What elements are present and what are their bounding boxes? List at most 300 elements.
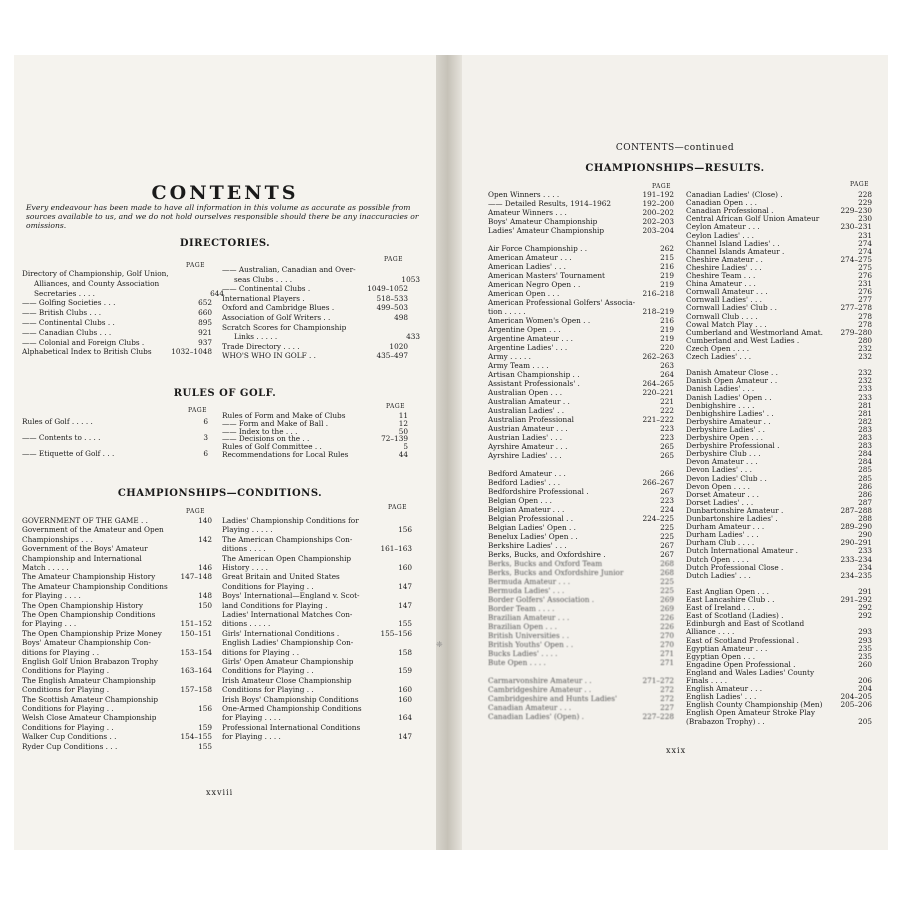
entry-page: 276 [858,287,872,297]
entry-page: 204–205 [840,692,872,702]
entry-page: 231 [858,279,872,289]
entry-page: 937 [198,337,212,347]
entry-page: 278 [858,311,872,321]
entry-page: 235 [858,643,872,653]
entry-title: Conditions for Playing . . [22,704,114,713]
entry-title: Trade Directory . . . . [222,341,300,351]
index-entry [488,542,674,550]
entry-page: 221 [660,397,674,406]
entry-page: 270 [660,631,674,640]
entry-page: 227 [660,703,674,712]
entry-title: Boys' Amateur Championship [488,217,598,226]
entry-title: Cornwall Ladies' Club . . [686,303,777,313]
entry-page: 229–230 [840,206,872,216]
index-entry [488,641,674,649]
entry-page: 233 [858,392,872,402]
entry-page: 158 [398,647,412,657]
intro-note: Every endeavour has been made to have all information in this volume as accurate as possible from sources available to us, and we do not hold ourselves responsible should there be any inaccuracies or omissions. [26,203,419,230]
entry-title: Association of Golf Writers . . [222,313,331,322]
entry-page: 155–156 [380,628,412,638]
entry-title: American Negro Open . . [488,280,581,289]
entry-title: Cumberland and Westmorland Amat. [686,327,823,337]
index-entry [488,704,674,712]
entry-title: for Playing . . . . [22,591,81,601]
entry-title: East of Scotland Professional . [686,635,799,645]
entry-title: Amateur Winners . . . [488,208,567,217]
entry-page: 44 [398,450,408,459]
entry-title: Walker Cup Conditions . . [22,732,117,742]
index-entry [222,266,408,274]
entry-page: 146 [198,563,212,572]
index-entry [22,724,212,732]
entry-title: Great Britain and United States [222,572,340,582]
entry-title: Alliance . . . . [686,627,735,637]
index-entry [34,290,224,298]
entry-page: 226 [660,613,674,622]
entry-page: 147 [398,600,412,610]
index-entry [222,714,412,722]
entry-page: 155 [198,741,212,751]
entry-title: Girls' Open Amateur Championship [222,657,354,666]
entry-page: 271 [660,649,674,658]
entry-title: Welsh Close Amateur Championship [22,713,157,723]
index-entry [222,564,412,572]
entry-page: 6 [203,417,208,426]
entry-page: 234 [858,562,872,572]
entry-page: 260 [858,659,872,669]
index-entry [488,578,674,586]
entry-page: 223 [660,433,674,442]
page-number-left: xxviii [206,788,234,797]
entry-title: Belgian Open . . . [488,496,552,505]
index-entry [488,335,674,343]
index-entry [488,533,674,541]
entry-title: Bute Open . . . . [488,658,546,667]
entry-title: English Ladies' . . . [686,692,757,702]
entry-page: 160 [398,685,412,695]
entry-title: Danish Amateur Close . . [686,368,778,378]
entry-title: —— Continental Clubs . . [22,318,115,327]
index-entry [22,658,212,666]
entry-title: Dutch Ladies' . . . [686,570,751,580]
index-entry [234,333,420,341]
index-entry [222,592,412,600]
index-entry [22,620,212,628]
entry-page: 11 [398,411,408,420]
entry-page: 232 [858,376,872,386]
entry-title: Dutch International Amateur . [686,546,798,556]
index-entry [488,272,674,280]
entry-title: Recommendations for Local Rules [222,450,349,459]
entry-title: Alphabetical Index to British Clubs [22,347,152,357]
entry-page: 159 [198,722,212,732]
entry-page: 164 [398,713,412,723]
entry-page: 266–267 [642,478,674,487]
index-entry [222,526,412,534]
index-entry [22,611,212,619]
entry-title: Canadian Amateur . . . [488,703,572,712]
entry-title: Bedford Amateur . . . [488,469,566,478]
entry-page: 200–202 [642,208,674,217]
index-entry [22,686,212,694]
entry-page: 435–497 [376,351,408,361]
entry-title: Durham Amateur . . . [686,522,765,532]
entry-page: 281 [858,400,872,410]
entry-page: 151–152 [180,619,212,629]
entry-page: 1049–1052 [367,284,408,294]
entry-title: Boys' International—England v. Scot- [222,591,360,601]
entry-title: China Amateur . . . [686,279,756,289]
entry-page: 267 [660,487,674,496]
index-entry [488,353,674,361]
entry-title: Conditions for Playing . [22,666,110,676]
entry-page: 230 [858,214,872,224]
entry-page: 278 [858,319,872,329]
index-entry [222,658,412,666]
entry-page: 6 [203,449,208,458]
entry-title: Conditions for Playing . . [222,581,314,591]
entry-page: 219 [660,271,674,280]
entry-title: —— Decisions on the . . [222,434,310,444]
index-entry [488,470,674,478]
entry-title: Engadine Open Professional . [686,659,796,669]
index-entry [222,686,412,694]
index-entry [22,545,212,553]
entry-page: 154–155 [180,732,212,742]
entry-title: The Amateur Championship History [22,572,156,582]
index-entry [488,524,674,532]
entry-title: American Ladies' . . . [488,262,566,271]
entry-page: 644 [210,288,224,298]
entry-page: 216–218 [642,289,674,298]
entry-title: Scratch Scores for Championship [222,322,347,332]
index-entry [488,308,674,316]
entry-page: 12 [398,418,408,428]
entry-page: 281 [858,408,872,418]
index-entry [222,573,412,581]
entry-title: Berkshire Ladies' . . . [488,541,567,550]
entry-page: 233 [858,384,872,394]
entry-page: 224–225 [642,514,674,523]
entry-page: 225 [660,586,674,595]
entry-page: 272 [660,694,674,703]
entry-title: The Open Championship History [22,600,143,610]
entry-title: Argentine Amateur . . . [488,334,573,343]
entry-page: 270 [660,640,674,649]
entry-title: Derbyshire Ladies' . . [686,424,765,434]
entry-title: Devon Amateur . . . [686,457,758,467]
index-entry [22,348,212,356]
entry-title: American Amateur . . . [488,253,572,262]
entry-title: —— Etiquette of Golf . . . [22,449,115,458]
entry-page: 275 [858,262,872,272]
entry-title: Match . . . . . [22,563,69,572]
entry-title: Links . . . . . [234,332,278,342]
entry-title: Ladies' Amateur Championship [488,226,604,235]
index-entry [488,218,674,226]
entry-page: 156 [398,525,412,535]
entry-title: tion . . . . . [488,307,526,316]
entry-title: Bedford Ladies' . . . [488,478,561,487]
index-entry [686,572,872,580]
index-entry [22,630,212,638]
entry-title: Rules of Golf . . . . . [22,417,93,426]
entry-title: Canadian Professional . [686,206,774,216]
entry-title: Channel Island Ladies' . . [686,238,780,248]
entry-title: English Amateur . . . [686,684,763,694]
entry-title: Danish Open Amateur . . [686,376,778,386]
index-entry [222,536,412,544]
index-entry [222,630,412,638]
entry-title: East Anglian Open . . . [686,586,769,596]
entry-title: ditions for Playing . . [22,647,100,657]
entry-title: British Youths' Open . . [488,640,574,649]
entry-page: 232 [858,368,872,378]
entry-page: 150–151 [180,628,212,638]
entry-title: —— British Clubs . . . [22,308,102,318]
index-entry [22,450,208,458]
index-entry [22,309,212,317]
index-entry [488,713,674,721]
index-entry [488,650,674,658]
entry-title: English Ladies' Championship Con- [222,638,354,648]
index-entry [488,605,674,613]
entry-page: 218–219 [642,307,674,316]
rules-heading: RULES OF GOLF. [173,388,277,399]
entry-page: 160 [398,563,412,572]
entry-title: Egyptian Open . . . [686,651,756,661]
entry-page: 271 [660,658,674,667]
index-entry [22,696,212,704]
index-entry [34,280,224,288]
entry-title: Dorset Amateur . . . [686,489,759,499]
entry-title: (Brabazon Trophy) . . [686,716,765,726]
index-entry [222,314,408,322]
entry-page: 267 [660,541,674,550]
index-entry [488,191,674,199]
entry-page: 228 [858,190,872,199]
index-entry [22,526,212,534]
entry-title: Argentine Ladies' . . . [488,343,568,352]
index-entry [22,733,212,741]
entry-page: 220 [660,343,674,352]
entry-title: Brazilian Amateur . . . [488,613,570,622]
entry-page: 147 [398,732,412,742]
entry-page: 262 [660,244,674,253]
index-entry [488,389,674,397]
index-entry [222,352,408,360]
entry-page: 282 [858,416,872,426]
entry-page: 1053 [401,274,420,284]
index-entry [488,254,674,262]
entry-page: 147 [398,581,412,591]
entry-title: —— Golfing Societies . . . [22,298,116,308]
index-entry [488,344,674,352]
entry-title: Czech Open . . . . [686,343,750,353]
entry-title: —— Canadian Clubs . . . [22,327,112,337]
entry-page: 266 [660,469,674,478]
entry-page: 288 [858,514,872,523]
entry-title: Border Team . . . . [488,604,555,613]
entry-title: Bermuda Amateur . . . [488,577,571,586]
entry-page: 140 [198,516,212,525]
index-entry [22,536,212,544]
index-entry [22,714,212,722]
rules-page-label-2: PAGE [386,403,405,410]
rules-page-label-1: PAGE [188,407,207,414]
entry-page: 204 [858,684,872,694]
index-entry [222,705,412,713]
entry-title: —— Continental Clubs . [222,284,311,294]
entry-title: —— Form and Make of Ball . [222,418,329,428]
entry-title: Australian Amateur . . [488,397,570,406]
entry-page: 191–192 [642,190,674,199]
entry-title: Secretaries . . . . [34,288,95,298]
index-entry [488,200,674,208]
entry-page: 499–503 [376,303,408,313]
entry-title: Ryder Cup Conditions . . . [22,741,118,751]
entry-page: 163–164 [180,666,212,676]
entry-page: 292 [858,611,872,621]
index-entry [222,696,412,704]
entry-title: Cheshire Team . . . [686,271,756,280]
entry-title: History . . . . [222,563,268,572]
entry-title: Cheshire Amateur . . [686,254,763,264]
entry-page: 3 [203,433,208,442]
index-entry [22,649,212,657]
entry-page: 277–278 [840,303,872,313]
index-entry [488,425,674,433]
entry-page: 268 [660,559,674,568]
entry-page: 272 [660,685,674,694]
entry-page: 277 [858,295,872,305]
index-entry [488,434,674,442]
entry-title: Belgian Ladies' Open . . [488,523,576,532]
entry-page: 234–235 [840,570,872,580]
index-entry [22,583,212,591]
entry-page: 225 [660,532,674,541]
entry-title: Dunbartonshire Ladies' . [686,514,778,523]
index-entry [222,545,412,553]
entry-title: Ladies' Championship Conditions for [222,516,359,525]
entry-page: 153–154 [180,647,212,657]
entry-title: British Universities . . [488,631,570,640]
entry-title: East of Scotland (Ladies) . [686,611,784,621]
index-entry [222,639,412,647]
entry-title: Cowal Match Play . . . [686,319,767,329]
entry-title: for Playing . . . [22,619,77,629]
entry-title: The Open Championship Conditions [22,610,156,619]
entry-page: 289–290 [840,522,872,532]
index-entry [488,398,674,406]
entry-title: Irish Amateur Close Championship [222,675,352,685]
directories-heading: DIRECTORIES. [179,238,271,249]
entry-title: Conditions for Playing . [22,685,110,695]
index-entry [222,677,412,685]
entry-title: Cambridgeshire and Hunts Ladies' [488,694,617,703]
entry-title: Government of the Boys' Amateur [22,544,148,554]
index-entry [488,686,674,694]
entry-title: Denbighshire Ladies' . . [686,408,774,418]
entry-page: 232 [858,352,872,361]
entry-title: Channel Islands Amateur . [686,246,785,256]
entry-page: 220–221 [642,388,674,397]
entry-page: 223 [660,424,674,433]
entry-title: Canadian Open . . . [686,198,757,208]
entry-page: 921 [198,327,212,337]
entry-page: 279–280 [840,327,872,337]
entry-title: Finals . . . . [686,676,728,685]
index-entry [488,416,674,424]
entry-title: Danish Ladies' . . . [686,384,755,394]
entry-page: 224 [660,505,674,514]
entry-page: 229 [858,198,872,208]
entry-title: for Playing . . . . [222,732,281,742]
entry-page: 292 [858,603,872,613]
entry-title: Cornwall Amateur . . . [686,287,768,297]
print-smudge: ❈ [436,640,443,649]
entry-title: Berks, Bucks and Oxfordshire Junior [488,568,624,577]
entry-title: Open Winners . . . . [488,190,560,199]
index-entry [488,677,674,685]
index-entry [22,555,212,563]
index-entry [222,304,408,312]
entry-title: Air Force Championship . . [488,244,588,253]
entry-page: 518–533 [376,293,408,303]
index-entry [22,319,212,327]
entry-page: 227–228 [642,712,674,721]
entry-page: 269 [660,595,674,604]
entry-title: Derbyshire Amateur . . [686,416,771,426]
entry-title: Denbighshire . . . . [686,400,755,410]
entry-page: 276 [858,271,872,280]
entry-page: 232 [858,343,872,353]
entry-title: Conditions for Playing . . [22,722,114,732]
entry-title: The Amateur Championship Conditions [22,581,168,591]
index-entry [22,639,212,647]
entry-page: 269 [660,604,674,613]
entry-title: Dunbartonshire Amateur . [686,505,784,515]
entry-page: 285 [858,465,872,475]
entry-title: The Open Championship Prize Money [22,628,162,638]
entry-title: Canadian Ladies' (Close) . [686,190,783,199]
entry-title: WHO'S WHO IN GOLF . . [222,351,316,361]
index-entry [488,299,674,307]
entry-title: ditions . . . . . [222,619,271,629]
entry-title: Cheshire Ladies' . . . [686,262,762,272]
index-entry [222,583,412,591]
entry-title: English Open Amateur Stroke Play [686,708,816,718]
entry-page: 225 [660,523,674,532]
entry-page: 283 [858,424,872,434]
entry-title: Berks, Bucks, and Oxfordshire . [488,550,606,559]
entry-title: Oxford and Cambridge Blues . [222,303,335,313]
index-entry [488,695,674,703]
entry-page: 150 [198,600,212,610]
entry-page: 192–200 [642,199,674,208]
index-entry [234,276,420,284]
entry-page: 216 [660,316,674,325]
entry-title: Ceylon Ladies' . . . [686,230,754,240]
entry-title: International Players . [222,293,305,303]
index-entry [22,677,212,685]
entry-page: 155 [398,619,412,629]
entry-page: 161–163 [380,544,412,554]
entry-title: Army Team . . . . [488,361,549,370]
index-entry [488,569,674,577]
entry-title: ditions . . . . [222,544,266,554]
index-entry [222,733,412,741]
